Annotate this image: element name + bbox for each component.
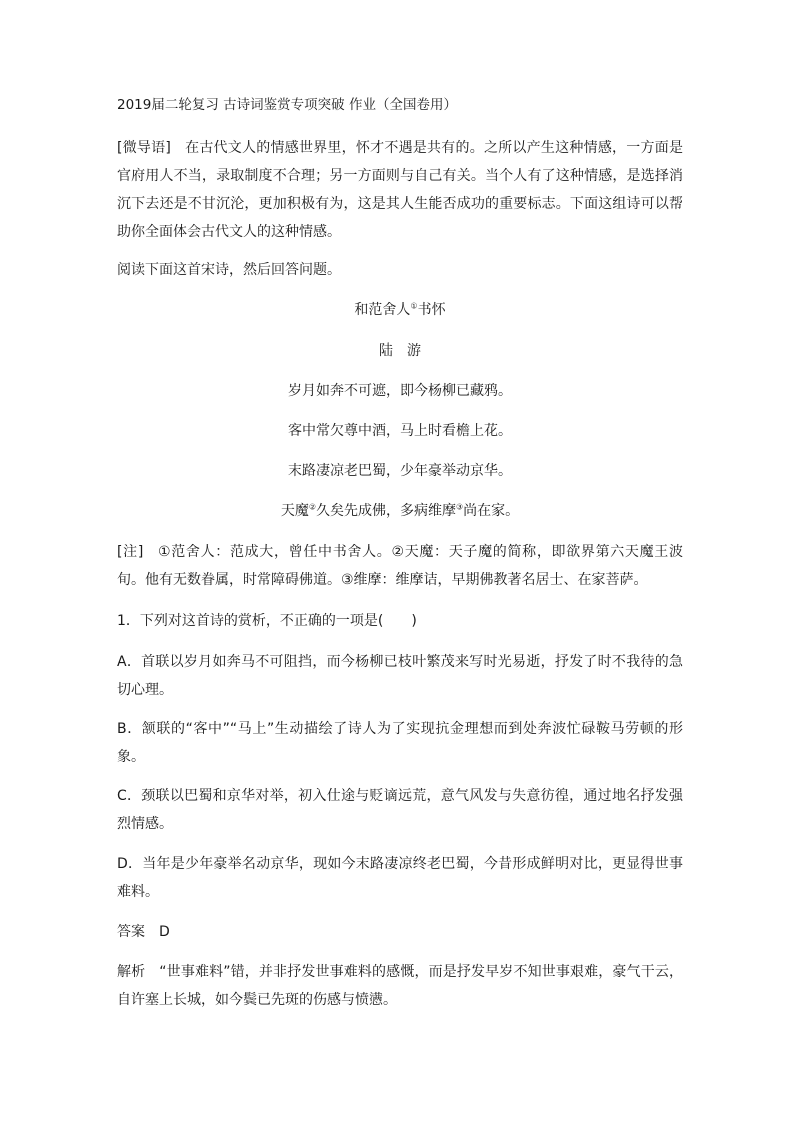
poem-line-4-part-a: 天魔 [280,503,309,519]
poem-title-text: 和范舍人 [354,302,411,318]
poem-line-4-note-2: ② [308,502,316,512]
analysis-paragraph [117,958,683,1014]
intro-paragraph [117,134,683,246]
analysis-text: “世事难料”错，并非抒发世事难料的感慨，而是抒发早岁不知世事艰难，豪气干云，自许塞上长城，如今鬓已先斑的伤感与愤懑。 [117,964,683,1008]
answer-line [117,918,683,946]
poem-title-suffix: 书怀 [417,302,446,318]
option-c: C．颈联以巴蜀和京华对举，初入仕途与贬谪远荒，意气风发与失意彷徨，通过地名抒发强烈情感。 [117,788,683,832]
poem-line-4-note-3: ③ [456,502,464,512]
answer-value: D [159,924,170,940]
instruction: 阅读下面这首宋诗，然后回答问题。 [117,262,341,278]
poem-line-2: 客中常欠尊中酒，马上时看檐上花。 [288,423,512,439]
doc-title: 2019届二轮复习 古诗词鉴赏专项突破 作业（全国卷用） [117,97,457,113]
poem-line-3: 末路凄凉老巴蜀，少年豪举动京华。 [288,463,512,479]
option-d: D．当年是少年豪举名动京华，现如今末路凄凉终老巴蜀，今昔形成鲜明对比，更显得世事难料。 [117,856,683,900]
analysis-label: 解析 [117,964,146,980]
poem-line-4 [117,501,683,521]
option-a: A．首联以岁月如奔马不可阻挡，而今杨柳已枝叶繁茂来写时光易逝，抒发了时不我待的急切心理。 [117,654,683,698]
intro-text: 在古代文人的情感世界里，怀才不遇是共有的。之所以产生这种情感，一方面是官府用人不当，录取制度不合理；另一方面则与自己有关。当个人有了这种情感，是选择消沉下去还是不甘沉沦，更加积极有为，这是其人生能否成功的重要标志。下面这组诗可以帮助你全面体会古代文人的这种情感。 [117,140,683,240]
poem-author: 陆 游 [379,343,421,359]
poem-line-4-part-c: 尚在家。 [463,503,520,519]
poem-line-4-part-b: 久矣先成佛，多病维摩 [316,503,456,519]
poem-title-note-mark: ① [410,301,418,311]
poem-title [117,300,683,320]
notes-paragraph [117,538,683,594]
notes-text: ①范舍人：范成大，曾任中书舍人。②天魔：天子魔的简称，即欲界第六天魔王波旬。他有无数眷属，时常障碍佛道。③维摩：维摩诘，早期佛教著名居士、在家菩萨。 [117,544,683,588]
option-b: B．颔联的“客中”“马上”生动描绘了诗人为了实现抗金理想而到处奔波忙碌鞍马劳顿的形象。 [117,721,683,765]
notes-tag: [注] [117,544,144,560]
poem-line-1: 岁月如奔不可遮，即今杨柳已藏鸦。 [288,383,512,399]
answer-label: 答案 [117,924,145,940]
intro-tag: [微导语] [117,140,171,156]
question-stem: 1．下列对这首诗的赏析，不正确的一项是( ) [117,613,417,629]
